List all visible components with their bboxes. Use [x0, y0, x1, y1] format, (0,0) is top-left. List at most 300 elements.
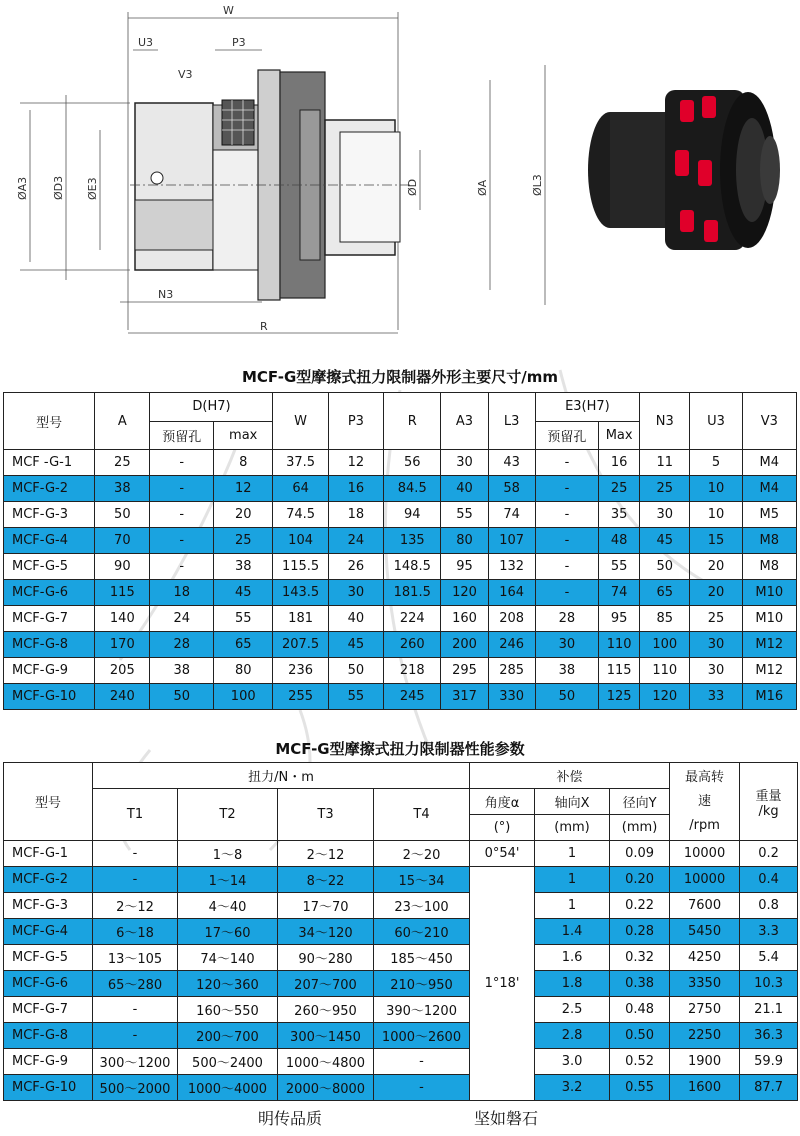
table-cell: -	[93, 867, 178, 893]
col2-axial-unit: (mm)	[535, 815, 610, 841]
table-cell: 0.22	[610, 893, 670, 919]
table-row	[4, 893, 798, 919]
table-cell: 2.8	[535, 1023, 610, 1049]
table-cell: -	[93, 841, 178, 867]
table-cell: 35	[599, 502, 640, 528]
table-cell: 50	[640, 554, 690, 580]
model-cell: MCF-G-4	[4, 919, 93, 945]
table-cell: 17～60	[178, 919, 278, 945]
table-cell: 100	[640, 632, 690, 658]
label-r: R	[260, 320, 268, 333]
table-cell: 10	[690, 476, 742, 502]
angle-cell: 0°54'	[470, 841, 535, 867]
table-cell: -	[535, 528, 599, 554]
table-cell: 0.50	[610, 1023, 670, 1049]
table-row	[4, 945, 798, 971]
table-cell: 1	[535, 867, 610, 893]
table-cell: 110	[640, 658, 690, 684]
col2-speed	[670, 763, 740, 841]
col2-angle-unit: (°)	[470, 815, 535, 841]
table-cell: 84.5	[384, 476, 441, 502]
table-cell: 0.09	[610, 841, 670, 867]
table-cell: 21.1	[740, 997, 798, 1023]
col-model: 型号	[4, 393, 95, 450]
table-cell: 45	[214, 580, 273, 606]
table-cell: 0.20	[610, 867, 670, 893]
table-cell: 4250	[670, 945, 740, 971]
table-cell: 390～1200	[374, 997, 470, 1023]
col2-angle: 角度α	[470, 789, 535, 815]
table-cell: 2～12	[278, 841, 374, 867]
table-cell: 38	[535, 658, 599, 684]
table-cell: 260	[384, 632, 441, 658]
table-cell: 20	[690, 580, 742, 606]
table-cell: 132	[488, 554, 535, 580]
model-cell: MCF-G-2	[4, 867, 93, 893]
dimensions-table	[3, 392, 797, 710]
col2-t1: T1	[93, 789, 178, 841]
table-cell: 4～40	[178, 893, 278, 919]
table-cell: 207.5	[273, 632, 328, 658]
table-row	[4, 841, 798, 867]
table-cell: 17～70	[278, 893, 374, 919]
table-cell: 0.4	[740, 867, 798, 893]
model-cell: MCF-G-6	[4, 580, 95, 606]
table-cell: 25	[640, 476, 690, 502]
table-cell: 16	[599, 450, 640, 476]
label-u3: U3	[138, 36, 154, 49]
table-cell: 58	[488, 476, 535, 502]
table-cell: 1600	[670, 1075, 740, 1101]
table-cell: -	[535, 554, 599, 580]
table-cell: 50	[150, 684, 214, 710]
product-photo	[570, 70, 795, 270]
table-cell: 246	[488, 632, 535, 658]
table-cell: M12	[742, 658, 796, 684]
table-cell: 2250	[670, 1023, 740, 1049]
table-cell: 30	[690, 632, 742, 658]
table-cell: 24	[328, 528, 383, 554]
table-cell: 0.2	[740, 841, 798, 867]
table-cell: -	[535, 450, 599, 476]
col2-weight-a: 重量	[755, 788, 782, 804]
table-cell: 25	[690, 606, 742, 632]
col2-speed-a: 最高转	[685, 769, 725, 785]
col-l3: L3	[488, 393, 535, 450]
table-cell: -	[93, 1023, 178, 1049]
table-cell: 125	[599, 684, 640, 710]
table-cell: 13～105	[93, 945, 178, 971]
table-cell: 55	[214, 606, 273, 632]
table-cell: 5	[690, 450, 742, 476]
label-l3: ØL3	[531, 174, 544, 196]
table-cell: 18	[328, 502, 383, 528]
col2-t3: T3	[278, 789, 374, 841]
table-cell: 25	[95, 450, 150, 476]
table-row	[4, 554, 797, 580]
table-cell: 5.4	[740, 945, 798, 971]
table-cell: 120	[640, 684, 690, 710]
table-cell: 160～550	[178, 997, 278, 1023]
table-cell: 10	[690, 502, 742, 528]
table-cell: M10	[742, 606, 796, 632]
table-cell: 36.3	[740, 1023, 798, 1049]
table-cell: 65	[640, 580, 690, 606]
table-cell: 181.5	[384, 580, 441, 606]
label-a3: ØA3	[16, 176, 29, 200]
table-cell: 135	[384, 528, 441, 554]
table-cell: 295	[441, 658, 488, 684]
col2-t2: T2	[178, 789, 278, 841]
table-cell: 80	[441, 528, 488, 554]
table-cell: 37.5	[273, 450, 328, 476]
table-cell: 200～700	[178, 1023, 278, 1049]
table-cell: 285	[488, 658, 535, 684]
table-cell: 38	[150, 658, 214, 684]
table-cell: -	[150, 450, 214, 476]
table-cell: 1.4	[535, 919, 610, 945]
table-cell: 164	[488, 580, 535, 606]
table-cell: 6～18	[93, 919, 178, 945]
label-d3: ØD3	[52, 175, 65, 200]
table-cell: 55	[599, 554, 640, 580]
table-cell: 1000～2600	[374, 1023, 470, 1049]
label-a: ØA	[476, 179, 489, 196]
model-cell: MCF-G-10	[4, 1075, 93, 1101]
col-u3: U3	[690, 393, 742, 450]
table-cell: 240	[95, 684, 150, 710]
table-cell: -	[150, 502, 214, 528]
table-cell: 148.5	[384, 554, 441, 580]
table-cell: M5	[742, 502, 796, 528]
table-cell: 28	[535, 606, 599, 632]
model-cell: MCF -G-1	[4, 450, 95, 476]
table-row	[4, 502, 797, 528]
table-cell: 74.5	[273, 502, 328, 528]
model-cell: MCF-G-9	[4, 658, 95, 684]
table-cell: 1000～4000	[178, 1075, 278, 1101]
table-cell: 255	[273, 684, 328, 710]
table-cell: 224	[384, 606, 441, 632]
col-d-pre: 预留孔	[150, 421, 214, 450]
table-cell: 59.9	[740, 1049, 798, 1075]
table-cell: 30	[690, 658, 742, 684]
col-n3: N3	[640, 393, 690, 450]
table-cell: 200	[441, 632, 488, 658]
table-cell: 160	[441, 606, 488, 632]
table-cell: 10000	[670, 867, 740, 893]
table-cell: -	[535, 476, 599, 502]
table-cell: 8	[214, 450, 273, 476]
model-cell: MCF-G-3	[4, 502, 95, 528]
table-cell: 245	[384, 684, 441, 710]
table-cell: 260～950	[278, 997, 374, 1023]
table-cell: 30	[640, 502, 690, 528]
table-cell: 8～22	[278, 867, 374, 893]
model-cell: MCF-G-8	[4, 632, 95, 658]
table-cell: 30	[328, 580, 383, 606]
table-cell: 120	[441, 580, 488, 606]
table-cell: 1～14	[178, 867, 278, 893]
table-cell: 24	[150, 606, 214, 632]
table-row	[4, 971, 798, 997]
table-cell: 170	[95, 632, 150, 658]
table-cell: 207～700	[278, 971, 374, 997]
table-cell: 25	[214, 528, 273, 554]
table-cell: 5450	[670, 919, 740, 945]
col-e3: E3(H7)	[535, 393, 639, 422]
table-cell: 1000～4800	[278, 1049, 374, 1075]
table-cell: 330	[488, 684, 535, 710]
table-cell: 3.2	[535, 1075, 610, 1101]
table-cell: 0.8	[740, 893, 798, 919]
table-cell: -	[93, 997, 178, 1023]
table-cell: 10.3	[740, 971, 798, 997]
table-cell: 2～20	[374, 841, 470, 867]
table-cell: 74	[488, 502, 535, 528]
label-v3: V3	[178, 68, 193, 81]
angle-cell-merged: 1°18'	[470, 867, 535, 1101]
table-cell: 236	[273, 658, 328, 684]
table-cell: 2.5	[535, 997, 610, 1023]
table-row	[4, 919, 798, 945]
col2-comp: 补偿	[470, 763, 670, 789]
col2-weight	[740, 763, 798, 841]
table-cell: 90～280	[278, 945, 374, 971]
table-cell: 143.5	[273, 580, 328, 606]
table-cell: 38	[95, 476, 150, 502]
table-cell: M8	[742, 528, 796, 554]
col-v3: V3	[742, 393, 796, 450]
table-cell: 20	[690, 554, 742, 580]
table-cell: -	[150, 476, 214, 502]
col2-radial-unit: (mm)	[610, 815, 670, 841]
table-cell: 15～34	[374, 867, 470, 893]
table-cell: 16	[328, 476, 383, 502]
table-row	[4, 997, 798, 1023]
table-row	[4, 580, 797, 606]
table-row	[4, 1049, 798, 1075]
table-cell: 1.8	[535, 971, 610, 997]
table-cell: 74	[599, 580, 640, 606]
label-d: ØD	[406, 178, 419, 196]
table-cell: 0.28	[610, 919, 670, 945]
table-cell: M12	[742, 632, 796, 658]
table-cell: 0.38	[610, 971, 670, 997]
table-row	[4, 658, 797, 684]
label-n3: N3	[158, 288, 174, 301]
table-cell: -	[150, 528, 214, 554]
table-cell: 48	[599, 528, 640, 554]
coupling-section-diagram	[0, 0, 560, 350]
table-cell: 23～100	[374, 893, 470, 919]
table-cell: 50	[95, 502, 150, 528]
table-cell: 43	[488, 450, 535, 476]
table-cell: 55	[441, 502, 488, 528]
model-cell: MCF-G-2	[4, 476, 95, 502]
table-cell: 26	[328, 554, 383, 580]
model-cell: MCF-G-1	[4, 841, 93, 867]
table-cell: 28	[150, 632, 214, 658]
table-cell: 3.0	[535, 1049, 610, 1075]
col2-axial: 轴向X	[535, 789, 610, 815]
col-d-max: max	[214, 421, 273, 450]
table-cell: 94	[384, 502, 441, 528]
table-cell: 2000～8000	[278, 1075, 374, 1101]
table-cell: 15	[690, 528, 742, 554]
table-cell: 20	[214, 502, 273, 528]
table-cell: 12	[328, 450, 383, 476]
model-cell: MCF-G-8	[4, 1023, 93, 1049]
table-cell: 33	[690, 684, 742, 710]
table-row	[4, 476, 797, 502]
table-row	[4, 867, 798, 893]
table-cell: 38	[214, 554, 273, 580]
table-cell: 0.32	[610, 945, 670, 971]
table-cell: 500～2000	[93, 1075, 178, 1101]
label-e3: ØE3	[86, 177, 99, 200]
table-cell: 0.52	[610, 1049, 670, 1075]
col-r: R	[384, 393, 441, 450]
table-cell: 110	[599, 632, 640, 658]
table-cell: 34～120	[278, 919, 374, 945]
table-cell: M4	[742, 450, 796, 476]
table-cell: 100	[214, 684, 273, 710]
table-cell: 50	[328, 658, 383, 684]
table-cell: 140	[95, 606, 150, 632]
model-cell: MCF-G-6	[4, 971, 93, 997]
table-cell: 64	[273, 476, 328, 502]
table-cell: 210～950	[374, 971, 470, 997]
table-row	[4, 606, 797, 632]
table-cell: 205	[95, 658, 150, 684]
model-cell: MCF-G-10	[4, 684, 95, 710]
table-cell: -	[374, 1049, 470, 1075]
col-d: D(H7)	[150, 393, 273, 422]
table-cell: 30	[535, 632, 599, 658]
col2-speed-b: 速	[698, 793, 712, 809]
table-cell: 2～12	[93, 893, 178, 919]
table-cell: 85	[640, 606, 690, 632]
table-cell: 65～280	[93, 971, 178, 997]
table-cell: 87.7	[740, 1075, 798, 1101]
model-cell: MCF-G-3	[4, 893, 93, 919]
table-cell: 218	[384, 658, 441, 684]
table-cell: 1	[535, 893, 610, 919]
table-cell: 104	[273, 528, 328, 554]
model-cell: MCF-G-7	[4, 997, 93, 1023]
col2-model: 型号	[4, 763, 93, 841]
table-cell: M8	[742, 554, 796, 580]
table-cell: -	[535, 502, 599, 528]
table-cell: M4	[742, 476, 796, 502]
table-cell: -	[535, 580, 599, 606]
table-cell: 18	[150, 580, 214, 606]
table-row	[4, 1023, 798, 1049]
table-cell: 3350	[670, 971, 740, 997]
dimensions-table-title: MCF-G型摩擦式扭力限制器外形主要尺寸/mm	[242, 368, 558, 386]
performance-table-title: MCF-G型摩擦式扭力限制器性能参数	[275, 740, 525, 758]
model-cell: MCF-G-4	[4, 528, 95, 554]
label-w: W	[223, 4, 234, 17]
col2-weight-unit: /kg	[758, 803, 779, 819]
model-cell: MCF-G-9	[4, 1049, 93, 1075]
table-cell: 317	[441, 684, 488, 710]
col2-radial: 径向Y	[610, 789, 670, 815]
table-cell: 70	[95, 528, 150, 554]
table-cell: 1.6	[535, 945, 610, 971]
table-row	[4, 450, 797, 476]
table-cell: 300～1450	[278, 1023, 374, 1049]
table-cell: 45	[640, 528, 690, 554]
table-cell: 0.48	[610, 997, 670, 1023]
table-cell: 95	[441, 554, 488, 580]
label-p3: P3	[232, 36, 246, 49]
table-cell: 185～450	[374, 945, 470, 971]
table-cell: 7600	[670, 893, 740, 919]
table-cell: 3.3	[740, 919, 798, 945]
table-cell: 55	[328, 684, 383, 710]
table-cell: 45	[328, 632, 383, 658]
table-cell: 30	[441, 450, 488, 476]
footer-slogan-right: 坚如磐石	[474, 1109, 539, 1128]
table-cell: 0.55	[610, 1075, 670, 1101]
col-e3-pre: 预留孔	[535, 421, 599, 450]
table-row	[4, 1075, 798, 1101]
col-a: A	[95, 393, 150, 450]
col-p3: P3	[328, 393, 383, 450]
table-cell: 2750	[670, 997, 740, 1023]
table-cell: 115.5	[273, 554, 328, 580]
table-cell: 50	[535, 684, 599, 710]
table-cell: 60～210	[374, 919, 470, 945]
table-cell: 90	[95, 554, 150, 580]
table-row	[4, 632, 797, 658]
table-cell: M16	[742, 684, 796, 710]
table-row	[4, 528, 797, 554]
model-cell: MCF-G-7	[4, 606, 95, 632]
col2-speed-unit: /rpm	[689, 817, 720, 833]
table-cell: 10000	[670, 841, 740, 867]
model-cell: MCF-G-5	[4, 945, 93, 971]
col2-t4: T4	[374, 789, 470, 841]
table-row	[4, 684, 797, 710]
col-w: W	[273, 393, 328, 450]
table-cell: 12	[214, 476, 273, 502]
table-cell: 80	[214, 658, 273, 684]
model-cell: MCF-G-5	[4, 554, 95, 580]
table-cell: 74～140	[178, 945, 278, 971]
table-cell: 1	[535, 841, 610, 867]
col2-torque: 扭力/N・m	[93, 763, 470, 789]
table-cell: 40	[441, 476, 488, 502]
table-cell: 115	[599, 658, 640, 684]
table-cell: -	[150, 554, 214, 580]
table-cell: 95	[599, 606, 640, 632]
table-cell: 40	[328, 606, 383, 632]
table-cell: 300～1200	[93, 1049, 178, 1075]
table-cell: 208	[488, 606, 535, 632]
col-e3-max: Max	[599, 421, 640, 450]
col-a3: A3	[441, 393, 488, 450]
table-cell: 120～360	[178, 971, 278, 997]
table-cell: 65	[214, 632, 273, 658]
performance-table	[3, 762, 798, 1101]
table-cell: -	[374, 1075, 470, 1101]
table-cell: M10	[742, 580, 796, 606]
table-cell: 56	[384, 450, 441, 476]
footer-slogan-left: 明传品质	[258, 1109, 323, 1128]
